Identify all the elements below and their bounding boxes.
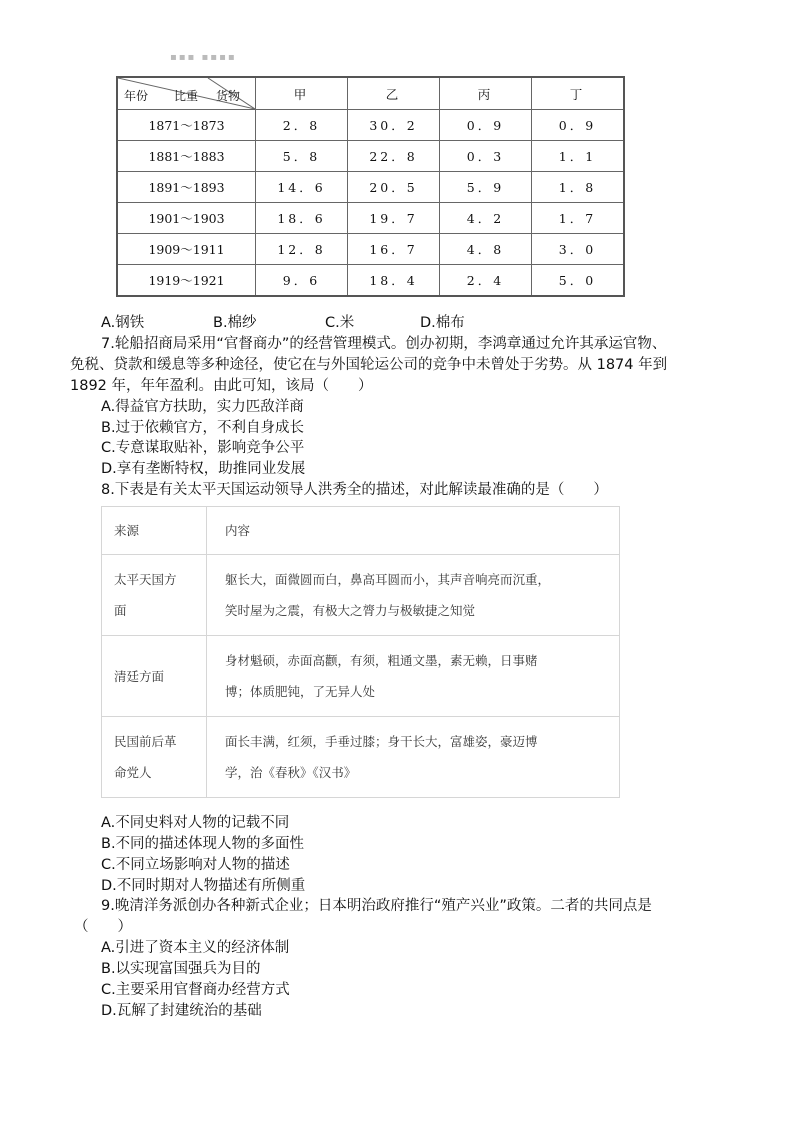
value-cell: 12．8 <box>256 234 348 265</box>
q9-option-b[interactable]: B.以实现富国强兵为目的 <box>101 961 261 977</box>
source-cell <box>102 717 207 798</box>
value-cell: 5．0 <box>532 265 625 297</box>
table-row <box>117 234 624 265</box>
header-ratio-label: 比重 <box>174 89 199 103</box>
value-cell: 0．3 <box>440 141 532 172</box>
year-cell: 1909～1911 <box>117 234 256 265</box>
table-row <box>117 265 624 297</box>
source-cell <box>102 636 207 717</box>
column-header: 丁 <box>532 77 625 110</box>
q7-stem-line1: 7.轮船招商局采用“官督商办”的经营管理模式。创办初期，李鸿章通过允许其承运官物、 <box>101 336 667 352</box>
content-line: 学，治《春秋》《汉书》 <box>225 765 357 780</box>
table-header-row <box>117 77 624 110</box>
source-line: 命党人 <box>114 765 152 780</box>
q6-option-c[interactable]: C.米 <box>325 315 355 331</box>
header-goods-label: 货物 <box>216 89 241 103</box>
year-cell: 1871～1873 <box>117 110 256 141</box>
table-row <box>117 110 624 141</box>
header-source: 来源 <box>102 507 207 555</box>
content-line: 躯长大，面微圆而白，鼻高耳圆而小，其声音响亮而沉重， <box>225 572 551 587</box>
value-cell: 0．9 <box>532 110 625 141</box>
value-cell: 16．7 <box>348 234 440 265</box>
value-cell: 1．7 <box>532 203 625 234</box>
q8-stem: 8.下表是有关太平天国运动领导人洪秀全的描述，对此解读最准确的是（ ） <box>101 482 608 498</box>
q7-option-d[interactable]: D.享有垄断特权，助推同业发展 <box>101 461 306 477</box>
source-line: 民国前后革 <box>114 734 177 749</box>
q6-options <box>101 311 465 332</box>
year-cell: 1901～1903 <box>117 203 256 234</box>
q8-option-c[interactable]: C.不同立场影响对人物的描述 <box>101 857 290 873</box>
value-cell: 22．8 <box>348 141 440 172</box>
content-cell <box>207 555 620 636</box>
q8-option-a[interactable]: A.不同史料对人物的记载不同 <box>101 815 290 831</box>
content-cell <box>207 717 620 798</box>
hong-xiuquan-description-table <box>101 506 620 798</box>
q7-stem-line2: 免税、贷款和缓息等多种途径，使它在与外国轮运公司的竞争中未曾处于劣势。从 1874 年到 <box>70 357 668 373</box>
content-line: 身材魁硕，赤面高颧，有须，粗通文墨，素无赖，日事赌 <box>225 653 538 668</box>
year-cell: 1881～1883 <box>117 141 256 172</box>
source-line: 太平天国方 <box>114 572 177 587</box>
q8-option-b[interactable]: B.不同的描述体现人物的多面性 <box>101 836 305 852</box>
value-cell: 0．9 <box>440 110 532 141</box>
value-cell: 2．4 <box>440 265 532 297</box>
q7-option-b[interactable]: B.过于依赖官方，不利自身成长 <box>101 420 305 436</box>
value-cell: 30．2 <box>348 110 440 141</box>
year-cell: 1891～1893 <box>117 172 256 203</box>
value-cell: 20．5 <box>348 172 440 203</box>
q9-stem-line2: （ ） <box>74 919 132 935</box>
value-cell: 4．8 <box>440 234 532 265</box>
table-row <box>102 555 620 636</box>
column-header: 丙 <box>440 77 532 110</box>
q9-stem-line1: 9.晚清洋务派创办各种新式企业；日本明治政府推行“殖产兴业”政策。二者的共同点是 <box>101 898 652 914</box>
table-row <box>102 636 620 717</box>
table-row <box>117 172 624 203</box>
table-row <box>117 141 624 172</box>
source-line: 面 <box>114 603 127 618</box>
q8-option-d[interactable]: D.不同时期对人物描述有所侧重 <box>101 878 306 894</box>
q7-option-c[interactable]: C.专意谋取贴补，影响竞争公平 <box>101 440 305 456</box>
table-caption-faded: ▪▪▪ ▪▪▪▪ <box>170 52 237 62</box>
value-cell: 9．6 <box>256 265 348 297</box>
table-row <box>102 717 620 798</box>
value-cell: 18．4 <box>348 265 440 297</box>
value-cell: 4．2 <box>440 203 532 234</box>
value-cell: 19．7 <box>348 203 440 234</box>
q9-option-d[interactable]: D.瓦解了封建统治的基础 <box>101 1003 262 1019</box>
value-cell: 1．1 <box>532 141 625 172</box>
header-content: 内容 <box>207 507 620 555</box>
q6-option-a[interactable]: A.钢铁 <box>101 315 145 331</box>
content-line: 面长丰满，红须，手垂过膝；身干长大，富雄姿，豪迈博 <box>225 734 538 749</box>
header-year-label: 年份 <box>124 89 149 103</box>
value-cell: 5．8 <box>256 141 348 172</box>
content-line: 博；体质肥钝，了无异人处 <box>225 684 376 699</box>
q7-stem-line3: 1892 年，年年盈利。由此可知，该局（ ） <box>70 378 373 394</box>
value-cell: 5．9 <box>440 172 532 203</box>
trade-proportion-table <box>116 76 625 297</box>
source-cell <box>102 555 207 636</box>
table-header-row <box>102 507 620 555</box>
year-cell: 1919～1921 <box>117 265 256 297</box>
q9-option-a[interactable]: A.引进了资本主义的经济体制 <box>101 940 290 956</box>
q7-option-a[interactable]: A.得益官方扶助，实力匹敌洋商 <box>101 399 304 415</box>
table-row <box>117 203 624 234</box>
q9-option-c[interactable]: C.主要采用官督商办经营方式 <box>101 982 290 998</box>
column-header: 甲 <box>256 77 348 110</box>
value-cell: 14．6 <box>256 172 348 203</box>
content-line: 笑时屋为之震，有极大之膂力与极敏捷之知觉 <box>225 603 476 618</box>
q6-option-d[interactable]: D.棉布 <box>420 315 465 331</box>
value-cell: 18．6 <box>256 203 348 234</box>
source-line: 清廷方面 <box>114 668 165 684</box>
value-cell: 3．0 <box>532 234 625 265</box>
q6-option-b[interactable]: B.棉纱 <box>213 315 257 331</box>
diagonal-header-cell <box>117 77 256 110</box>
column-header: 乙 <box>348 77 440 110</box>
value-cell: 1．8 <box>532 172 625 203</box>
value-cell: 2．8 <box>256 110 348 141</box>
content-cell <box>207 636 620 717</box>
